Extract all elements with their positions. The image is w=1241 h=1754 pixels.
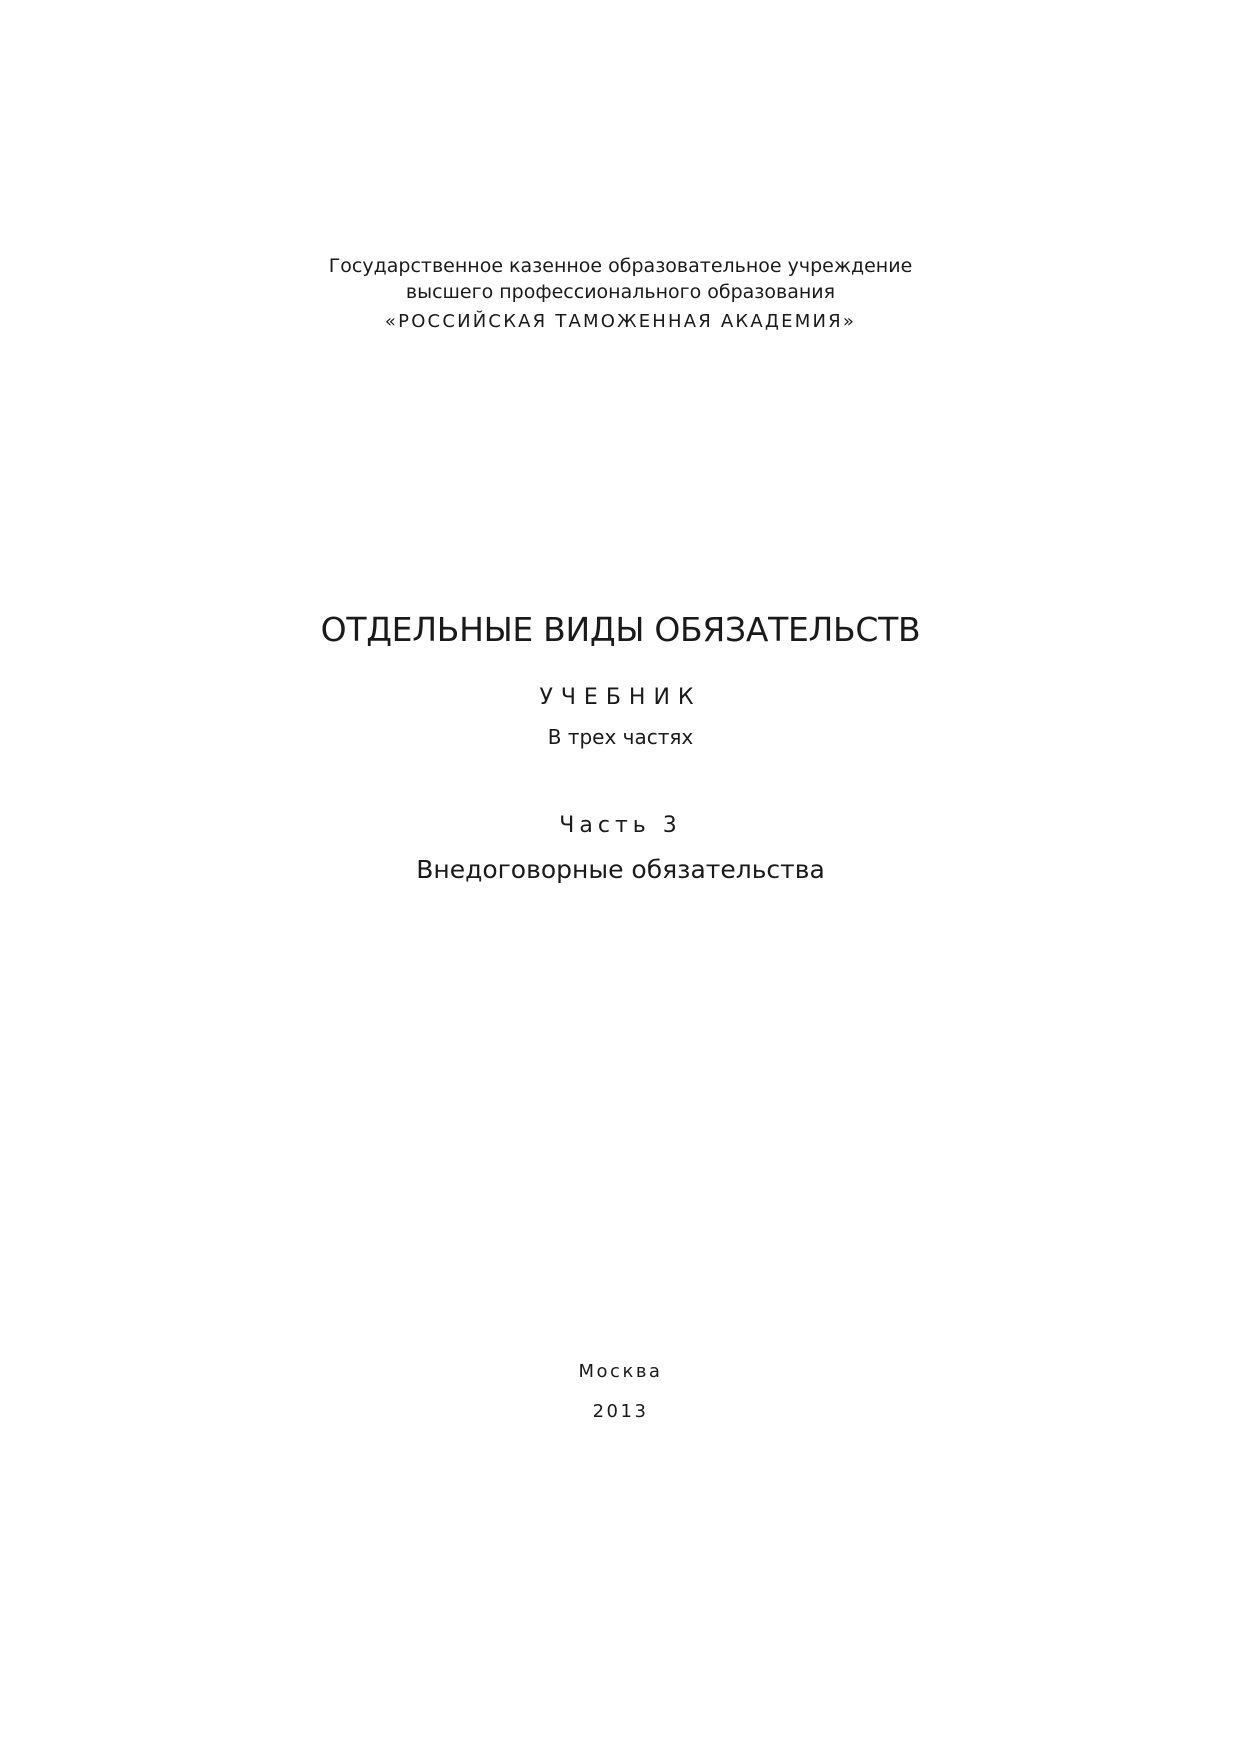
institution-line-1: Государственное казенное образовательное учреждение [328, 255, 913, 277]
institution-name: «РОССИЙСКАЯ ТАМОЖЕННАЯ АКАДЕМИЯ» [384, 311, 857, 332]
imprint-year: 2013 [592, 1401, 649, 1422]
institution-line-2: высшего профессионального образования [405, 281, 836, 303]
part-title: Внедоговорные обязательства [416, 855, 825, 884]
document-parts-note: В трех частях [547, 725, 694, 749]
imprint-city: Москва [578, 1361, 663, 1382]
part-number: Часть 3 [559, 813, 682, 838]
book-title: ОТДЕЛЬНЫЕ ВИДЫ ОБЯЗАТЕЛЬСТВ [320, 610, 921, 649]
document-type: УЧЕБНИК [539, 685, 702, 710]
